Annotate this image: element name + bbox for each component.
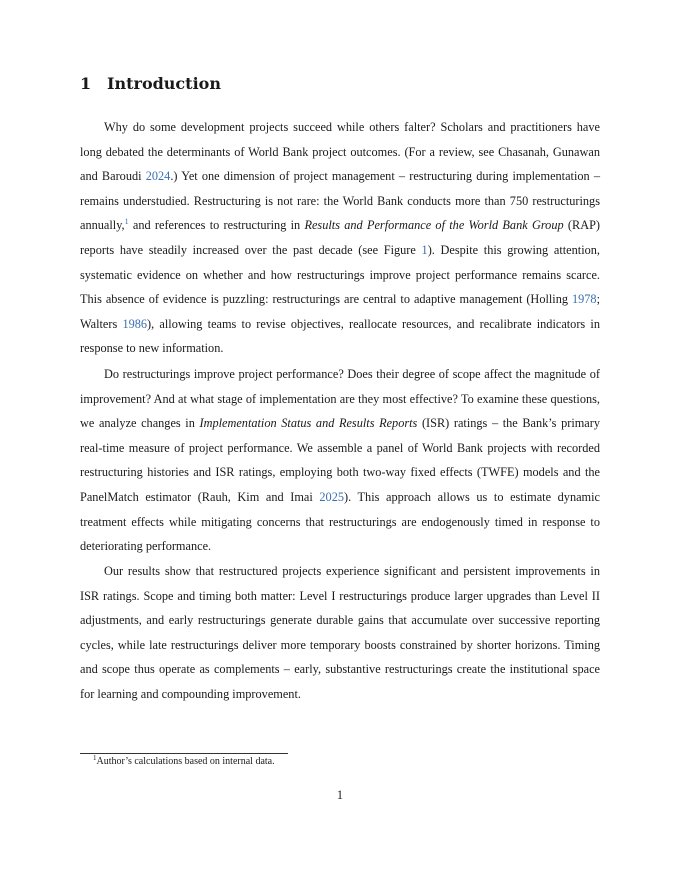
footnote-text: Author’s calculations based on internal data. bbox=[96, 756, 275, 767]
citation-link[interactable]: 1986 bbox=[122, 316, 148, 331]
paragraph-2 bbox=[80, 362, 600, 559]
text-run: ). This approach allows us to estimate dynamic treatment effects while mitigating concerns that restructurings are endogenously timed in response to deteriorating performance. bbox=[80, 489, 600, 554]
figure-link[interactable]: 1 bbox=[421, 242, 428, 257]
italic-title: Implementation Status and Results Reports bbox=[199, 416, 418, 431]
italic-title: Results and Performance of the World Bank Group bbox=[304, 218, 564, 233]
footnote bbox=[93, 755, 275, 769]
text-run: Why do some development projects succeed while others falter? Scholars and practitioners have long debated the determinants of World Bank project outcomes. (For a review, see Chasanah, Gunawan and Baroudi bbox=[80, 120, 600, 184]
section-heading bbox=[80, 74, 221, 93]
text-run: (RAP) reports have steadily increased over the past decade (see Figure bbox=[80, 218, 601, 257]
text-run: ). Despite this growing attention, systematic evidence on whether and how restructurings improve project performance remains scarce. This absence of evidence is puzzling: restructurings are central to adaptive management (Holling bbox=[80, 242, 600, 307]
text-run: .) Yet one dimension of project management – restructuring during implementation – remains understudied. Restructuring is not rare: the World Bank conducts more than 750 restructurings annually, bbox=[80, 169, 600, 233]
text-run: (ISR) ratings – the Bank’s primary real-time measure of project performance. We assemble a panel of World Bank projects with recorded restructuring histories and ISR ratings, employing both two-way fixed effects (TWFE) models and the PanelMatch estimator (Rauh, Kim and Imai bbox=[80, 416, 600, 504]
section-title: Introduction bbox=[107, 74, 221, 93]
text-run: ; Walters bbox=[80, 292, 600, 331]
text-run: ), allowing teams to revise objectives, reallocate resources, and recalibrate indicators in response to new information. bbox=[80, 316, 600, 356]
citation-link[interactable]: 2024 bbox=[145, 169, 171, 184]
citation-link[interactable]: 1978 bbox=[571, 292, 597, 307]
footnote-rule bbox=[80, 753, 288, 754]
text-run: and references to restructuring in bbox=[128, 218, 305, 233]
section-number: 1 bbox=[80, 74, 92, 93]
text-run: Our results show that restructured projects experience significant and persistent improvements in ISR ratings. Scope and timing both matter: Level I restructurings produce larger upgrades than Level II adjustments, and early restructurings generate durable gains that accumulate over successive reporting cycles, while late restructurings deliver more temporary boosts constrained by shorter horizons. Timing and scope thus operate as complements – early, substantive restructurings create the institutional space for learning and compounding improvement. bbox=[80, 564, 600, 701]
citation-link[interactable]: 2025 bbox=[319, 489, 344, 504]
page-number: 1 bbox=[336, 788, 344, 802]
paragraph-1 bbox=[80, 115, 600, 361]
footnote-marker[interactable]: 1 bbox=[124, 217, 129, 227]
paragraph-3 bbox=[80, 559, 600, 707]
text-run: Do restructurings improve project performance? Does their degree of scope affect the magnitude of improvement? And at what stage of implementation are they most effective? To examine these questions, we analyze changes in bbox=[80, 367, 600, 431]
footnote-mark: 1 bbox=[93, 754, 97, 762]
